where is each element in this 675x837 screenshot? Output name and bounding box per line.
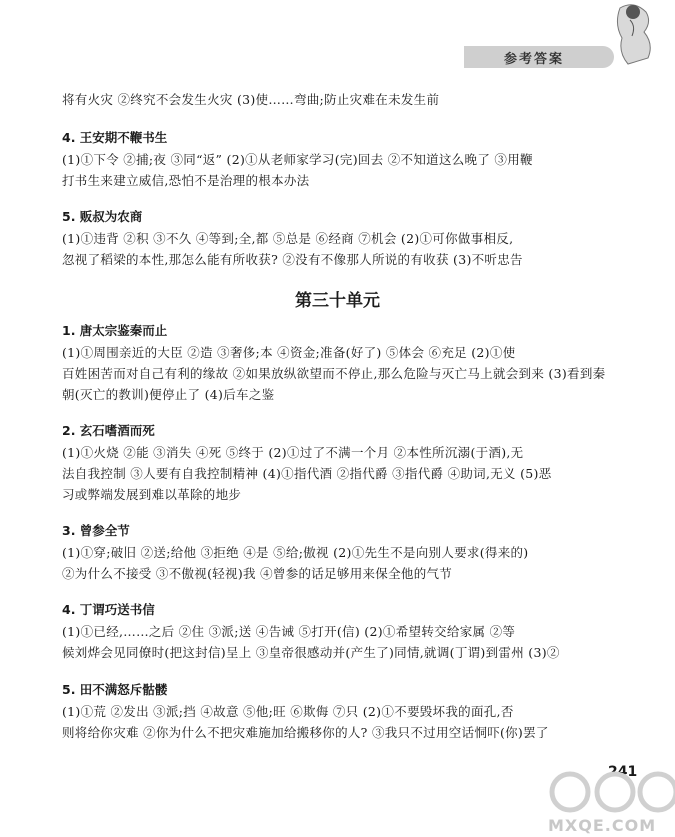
section-title: 3. 曾参全节 bbox=[62, 523, 130, 538]
watermark-url: MXQE.COM bbox=[548, 816, 657, 835]
section-title: 4. 王安期不鞭书生 bbox=[62, 130, 168, 145]
page-number: 241 bbox=[608, 764, 638, 780]
section-title: 4. 丁谓巧送书信 bbox=[62, 602, 155, 617]
answer-line: 朝(灭亡的教训)便停止了 (4)后车之鉴 bbox=[62, 387, 275, 402]
answer-line: (1)①周围亲近的大臣 ②造 ③奢侈;本 ④资金;准备(好了) ⑤体会 ⑥充足 (2)①使 bbox=[62, 345, 516, 360]
section-title: 2. 玄石嗜酒而死 bbox=[62, 423, 155, 438]
answer-line: 习或弊端发展到难以革除的地步 bbox=[62, 487, 242, 502]
answer-line: (1)①荒 ②发出 ③派;挡 ④故意 ⑤他;旺 ⑥欺侮 ⑦只 (2)①不要毁坏我的面孔,否 bbox=[62, 704, 514, 719]
section-title: 5. 田不满怒斥骷髅 bbox=[62, 682, 168, 697]
unit-title: 第三十单元 bbox=[295, 291, 380, 311]
answer-line: ②为什么不接受 ③不傲视(轻视)我 ④曾参的话足够用来保全他的气节 bbox=[62, 566, 453, 581]
answer-line: 候刘烨会见同僚时(把这封信)呈上 ③皇帝很感动并(产生了)同情,就调(丁谓)到雷州 (3)② bbox=[62, 645, 560, 660]
section-title: 5. 贩叔为农商 bbox=[62, 209, 143, 224]
intro-line: 将有火灾 ②终究不会发生火灾 (3)使……弯曲;防止灾难在未发生前 bbox=[62, 92, 440, 107]
answer-line: 法自我控制 ③人要有自我控制精神 (4)①指代酒 ②指代爵 ③指代爵 ④助词,无义 (5)恶 bbox=[62, 466, 552, 481]
answer-line: (1)①下令 ②捕;夜 ③同“返” (2)①从老师家学习(完)回去 ②不知道这么晚了 ③用鞭 bbox=[62, 152, 533, 167]
answer-line: (1)①穿;破旧 ②送;给他 ③拒绝 ④是 ⑤给;傲视 (2)①先生不是向别人要求(得来的) bbox=[62, 545, 529, 560]
answer-line: 百姓困苦而对自己有利的缘故 ②如果放纵欲望而不停止,那么危险与灭亡马上就会到来 (3)看到秦 bbox=[62, 366, 606, 381]
answer-line: (1)①已经,……之后 ②住 ③派;送 ④告诫 ⑤打开(信) (2)①希望转交给家属 ②等 bbox=[62, 624, 516, 639]
answer-line: 则将给你灾难 ②你为什么不把灾难施加给搬移你的人? ③我只不过用空话恫吓(你)罢了 bbox=[62, 725, 549, 740]
answer-key-label: 参考答案 bbox=[504, 52, 565, 67]
answer-key-badge bbox=[464, 46, 614, 68]
answer-line: 打书生来建立威信,恐怕不是治理的根本办法 bbox=[62, 173, 310, 188]
section-title: 1. 唐太宗鉴秦而止 bbox=[62, 323, 168, 338]
answer-line: (1)①火烧 ②能 ③消失 ④死 ⑤终于 (2)①过了不满一个月 ②本性所沉溺(于酒),无 bbox=[62, 445, 524, 460]
answer-line: (1)①违背 ②积 ③不久 ④等到;全,都 ⑤总是 ⑥经商 ⑦机会 (2)①可你做事相反, bbox=[62, 231, 514, 246]
answer-line: 忽视了稻梁的本性,那怎么能有所收获? ②没有不像那人所说的有收获 (3)不听忠告 bbox=[62, 252, 523, 267]
